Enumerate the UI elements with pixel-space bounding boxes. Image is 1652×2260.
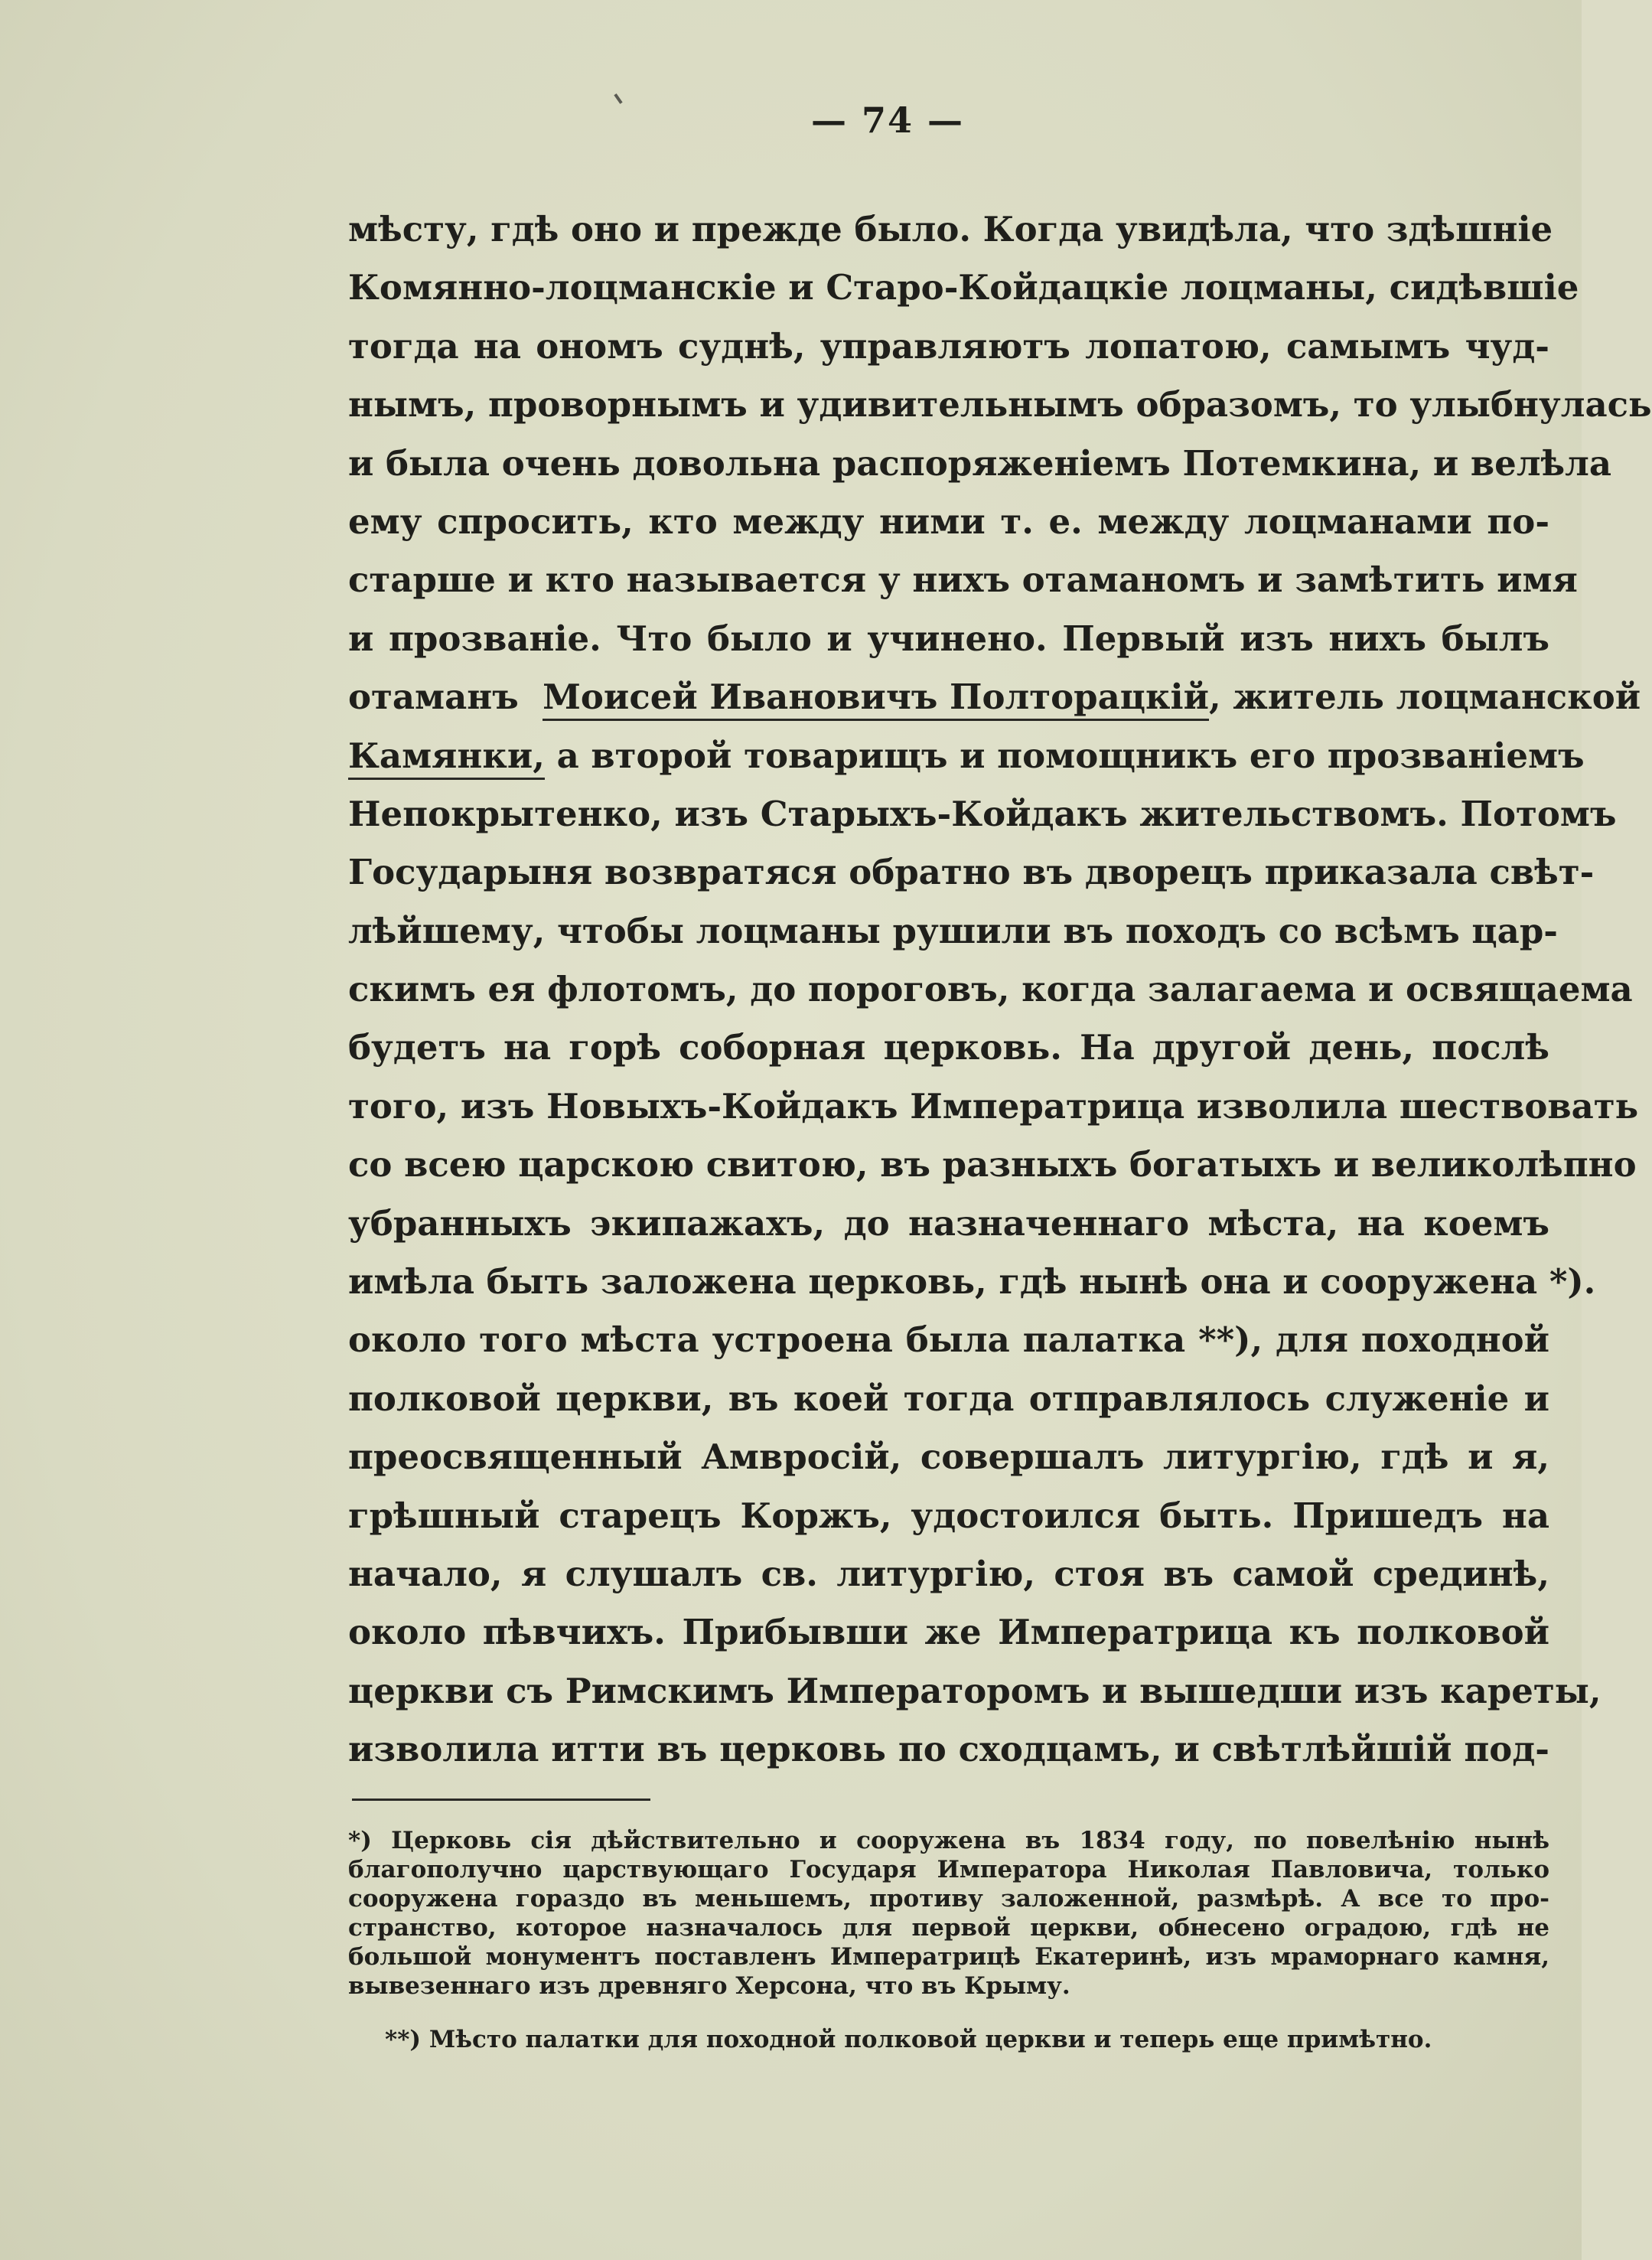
text-line: Непокрытенко, изъ Старыхъ-Койдакъ жительствомъ. Потомъ (348, 793, 1617, 834)
text-line: полковой церкви, въ коей тогда отправлялось служеніе и (348, 1378, 1549, 1419)
text-fragment: , житель лоцманской (1209, 677, 1641, 718)
text-line: Государыня возвратяся обратно въ дворецъ приказала свѣт- (348, 852, 1595, 893)
text-line: и была очень довольна распоряженіемъ Потемкина, и велѣла (348, 442, 1612, 484)
text-line: тогда на ономъ суднѣ, управляютъ лопатою, самымъ чуд- (348, 325, 1549, 367)
footnotes (348, 1826, 1549, 2054)
text-line: со всею царскою свитою, въ разныхъ богатыхъ и великолѣпно (348, 1144, 1637, 1185)
text-line: изволила итти въ церковь по сходцамъ, и свѣтлѣйшій под- (348, 1729, 1549, 1770)
text-line: церкви съ Римскимъ Императоромъ и вышедши изъ кареты, (348, 1670, 1601, 1711)
text-line: будетъ на горѣ соборная церковь. На другой день, послѣ (348, 1027, 1549, 1068)
scan-speck (614, 93, 622, 104)
footnote-line: благополучно царствующаго Государя Императора Николая Павловича, только (348, 1856, 1549, 1883)
text-line: старше и кто называется у нихъ отаманомъ и замѣтить имя (348, 559, 1578, 601)
text-line: грѣшный старецъ Коржъ, удостоился быть. Пришедъ на (348, 1495, 1549, 1536)
footnote-1 (348, 1826, 1549, 2001)
footnote-line: вывезеннаго изъ древняго Херсона, что въ Крыму. (348, 1972, 1070, 2000)
body-text (348, 201, 1652, 1779)
text-line: убранныхъ экипажахъ, до назначеннаго мѣста, на коемъ (348, 1202, 1549, 1244)
text-line: того, изъ Новыхъ-Койдакъ Императрица изволила шествовать (348, 1085, 1639, 1127)
footnote-line: *) Церковь сія дѣйствительно и сооружена въ 1834 году, по повелѣнію нынѣ (348, 1827, 1549, 1854)
underlined-place: Камянки, (348, 735, 545, 780)
text-line: скимъ ея флотомъ, до пороговъ, когда залагаема и освящаема (348, 969, 1633, 1010)
text-line: начало, я слушалъ св. литургію, стоя въ самой срединѣ, (348, 1553, 1549, 1594)
underlined-name: Моисей Ивановичъ Полторацкій (543, 677, 1209, 721)
page-number: — 74 — (811, 99, 965, 141)
text-line: имѣла быть заложена церковь, гдѣ нынѣ она и сооружена *). (348, 1261, 1596, 1303)
text-line: лѣйшему, чтобы лоцманы рушили въ походъ со всѣмъ цар- (348, 910, 1558, 951)
footnote-2 (348, 2025, 1549, 2054)
text-line: около того мѣста устроена была палатка **), для походной (348, 1319, 1549, 1361)
text-line: Комянно-лоцманскіе и Старо-Койдацкіе лоцманы, сидѣвшіе (348, 267, 1579, 308)
text-line: и прозваніе. Что было и учинено. Первый изъ нихъ былъ (348, 618, 1549, 659)
text-fragment: а второй товарищъ и помощникъ его прозваніемъ (544, 735, 1585, 776)
text-line: ему спросить, кто между ними т. е. между лоцманами по- (348, 501, 1549, 542)
footnote-line: сооружена гораздо въ меньшемъ, противу заложенной, размѣрѣ. А все то про- (348, 1885, 1549, 1913)
text-line-with-underlined-name (348, 668, 1641, 726)
footnote-divider (352, 1799, 650, 1801)
text-fragment: отаманъ (348, 677, 519, 718)
footnote-line: странство, которое назначалось для первой церкви, обнесено оградою, гдѣ не (348, 1914, 1549, 1942)
footnote-line: **) Мѣсто палатки для походной полковой церкви и теперь еще примѣтно. (385, 2026, 1432, 2053)
text-line: около пѣвчихъ. Прибывши же Императрица къ полковой (348, 1612, 1549, 1653)
text-line: преосвященный Амвросій, совершалъ литургію, гдѣ и я, (348, 1437, 1549, 1478)
text-line-with-underlined-place (348, 727, 1585, 785)
footnote-line: большой монументъ поставленъ Императрицѣ Екатеринѣ, изъ мраморнаго камня, (348, 1943, 1549, 1971)
text-line: нымъ, проворнымъ и удивительнымъ образомъ, то улыбнулась (348, 384, 1652, 426)
text-line: мѣсту, гдѣ оно и прежде было. Когда увидѣла, что здѣшніе (348, 209, 1553, 249)
